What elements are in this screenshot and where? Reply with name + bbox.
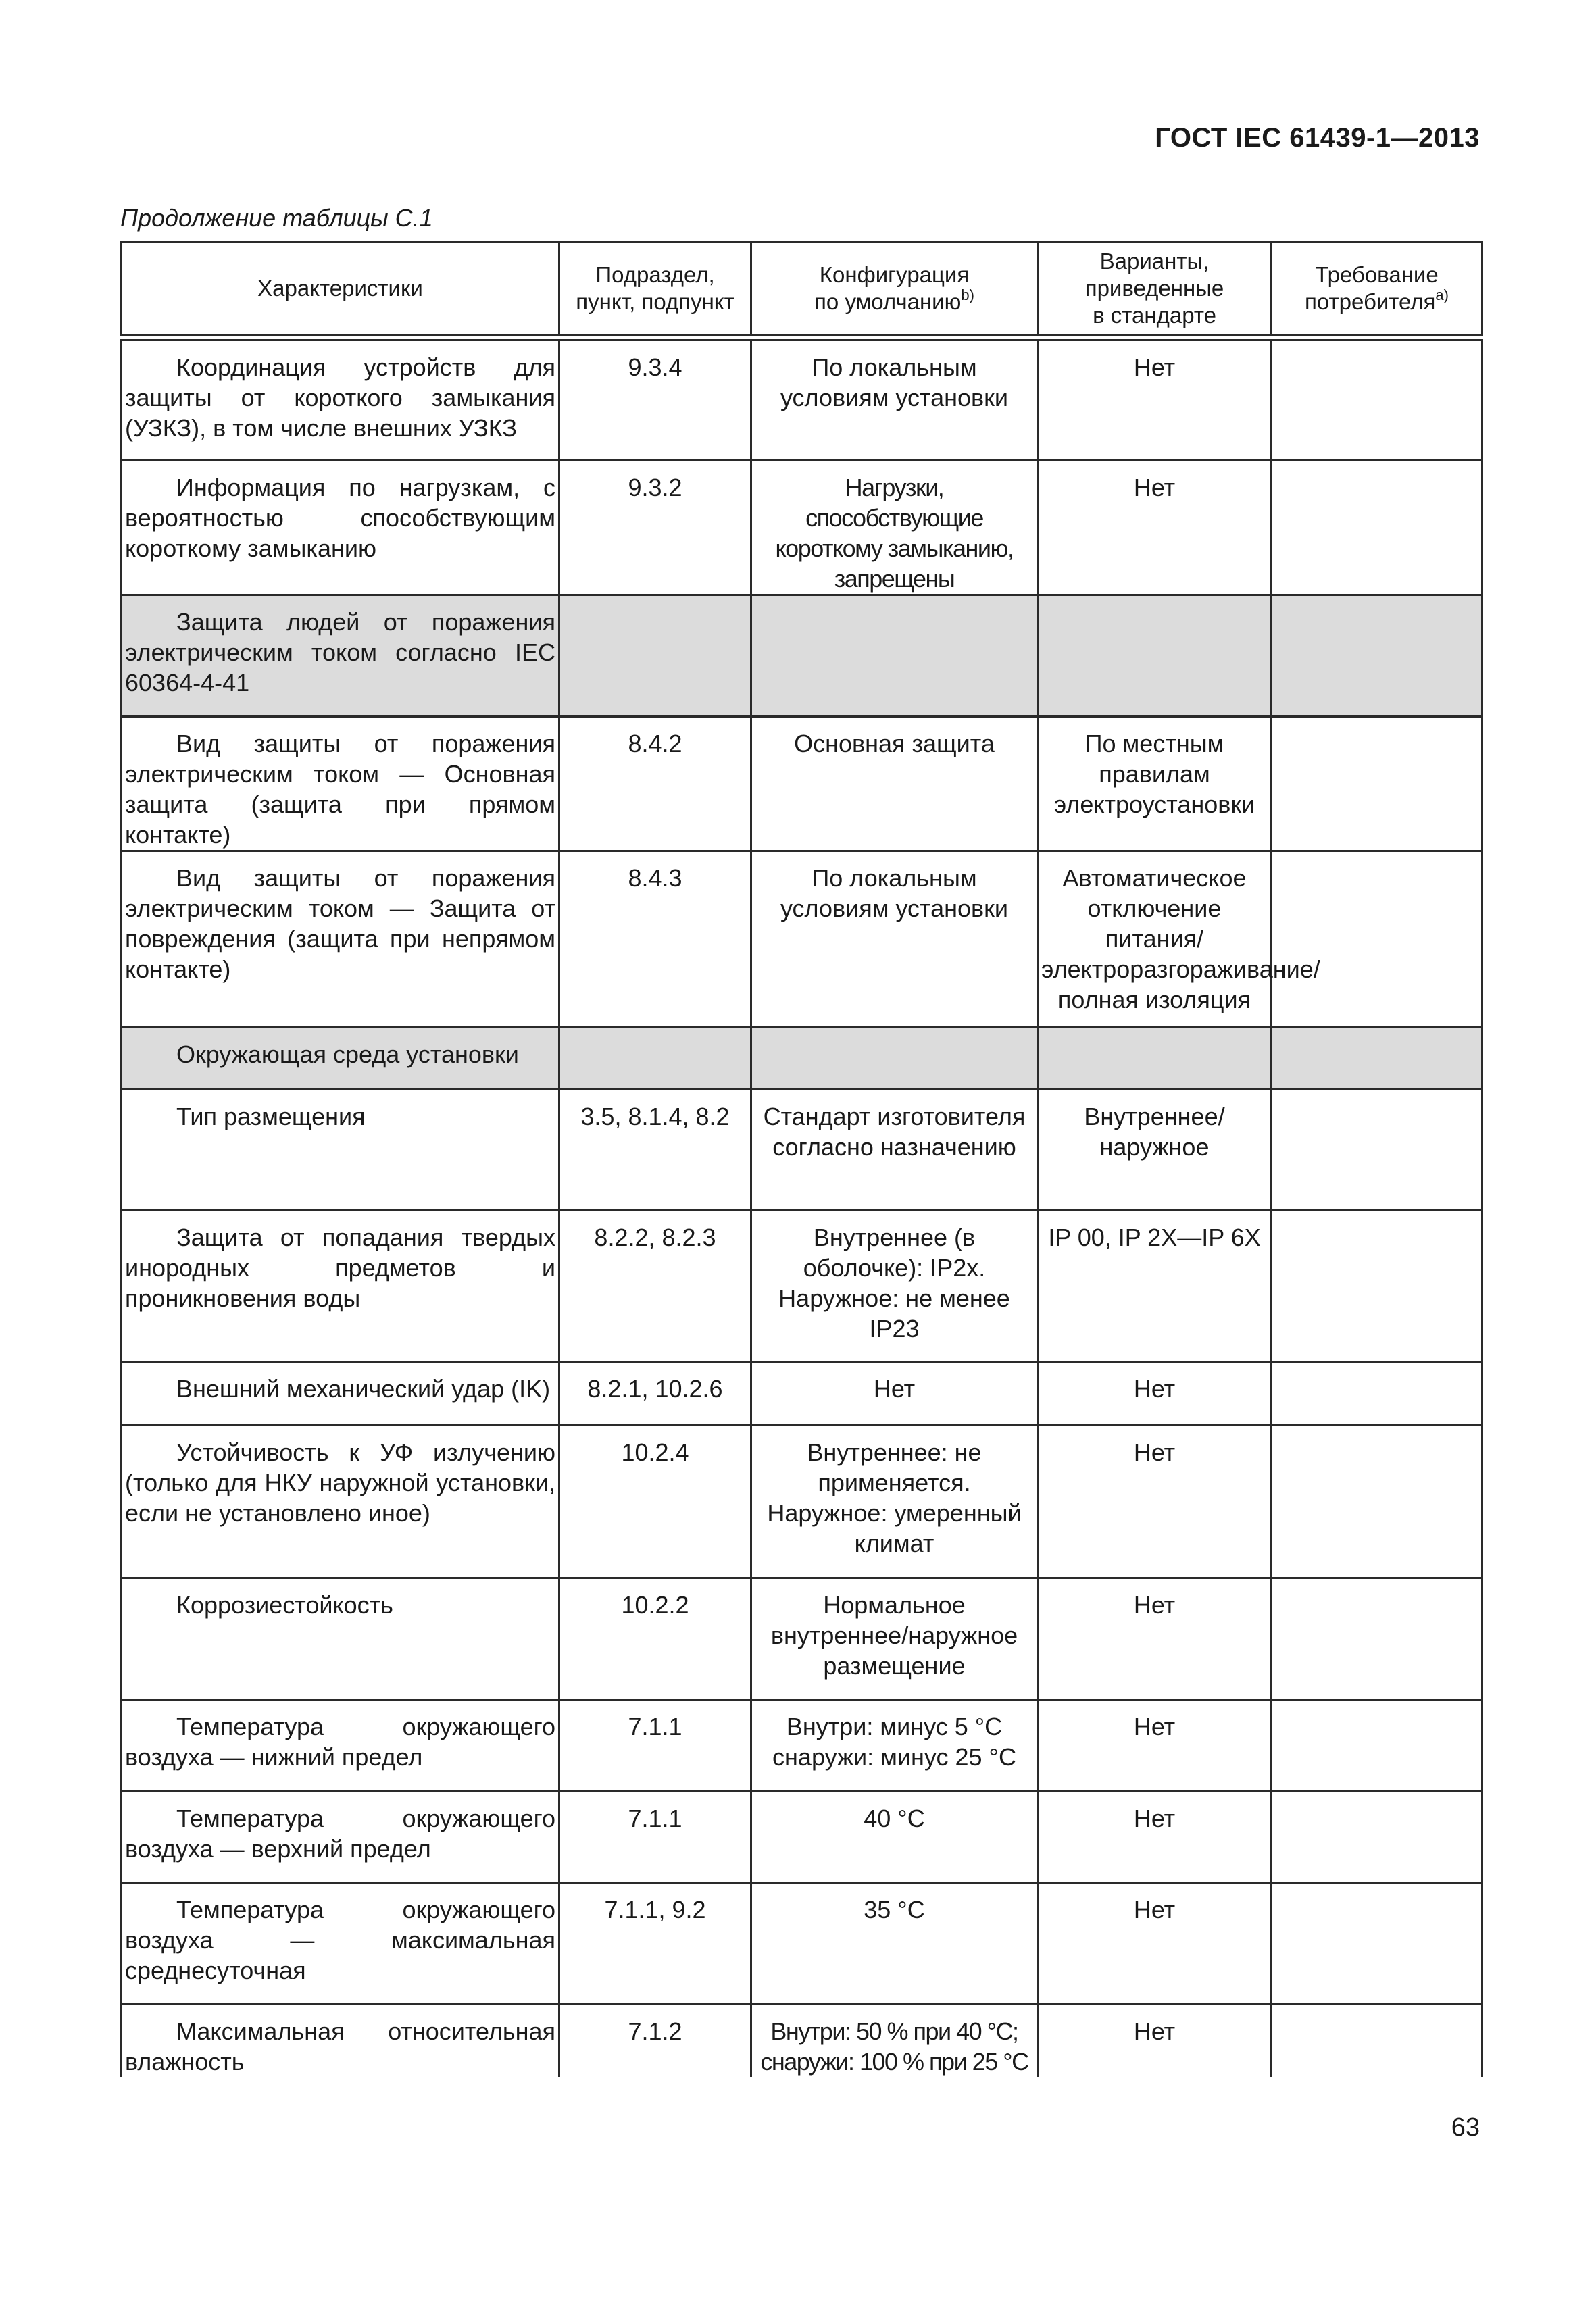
cell-default [751, 595, 1038, 716]
col-header-default: Конфигурация по умолчанию$^{b)}$ [751, 242, 1038, 338]
table-row [122, 716, 1482, 851]
cell-characteristic: Защита от попадания твердых инородных предметов и проникновения воды [125, 1223, 555, 1312]
section-row [122, 595, 1482, 716]
table-row [122, 1699, 1482, 1791]
cell-clause: 10.2.4 [559, 1425, 751, 1578]
section-row [122, 1027, 1482, 1089]
cell-default: Внутреннее: не применяется. Наружное: умеренный климат [751, 1425, 1038, 1578]
cell-characteristic: Температура окружающего воздуха — нижний предел [125, 1712, 555, 1771]
section-title: Защита людей от поражения электрическим током согласно IEC 60364-4-41 [125, 607, 555, 697]
cell-user-requirement [1272, 1210, 1482, 1361]
cell-clause: 7.1.1 [559, 1699, 751, 1791]
table-row [122, 1882, 1482, 2004]
cell-options: Нет [1038, 1699, 1272, 1791]
cell-clause: 7.1.1 [559, 1791, 751, 1882]
table-row [122, 2004, 1482, 2077]
col-header-characteristics: Характеристики [122, 242, 559, 338]
cell-default: Внутри: минус 5 °С снаружи: минус 25 °С [751, 1699, 1038, 1791]
cell-characteristic: Тип размещения [176, 1102, 366, 1130]
col-header-user-requirement: Требование потребителя$^{a)}$ [1272, 242, 1482, 338]
cell-options: Внутреннее/ наружное [1038, 1089, 1272, 1210]
cell-options: Автоматическое отключение питания/электроразгораживание/ полная изоляция [1038, 851, 1272, 1027]
cell-user-requirement [1272, 2004, 1482, 2077]
cell-options: Нет [1038, 460, 1272, 595]
table-row [122, 338, 1482, 460]
cell-characteristic: Вид защиты от поражения электрическим током — Защита от повреждения (защита при непрямом контакте) [125, 863, 555, 983]
cell-user-requirement [1272, 716, 1482, 851]
cell-options [1038, 1027, 1272, 1089]
cell-default: Внутри: 50 % при 40 °С; снаружи: 100 % при 25 °С [751, 2004, 1038, 2077]
cell-clause: 7.1.2 [559, 2004, 751, 2077]
cell-user-requirement [1272, 851, 1482, 1027]
col-header-clause: Подраздел, пункт, подпункт [559, 242, 751, 338]
cell-clause: 3.5, 8.1.4, 8.2 [559, 1089, 751, 1210]
table-row [122, 1210, 1482, 1361]
cell-default: Нормальное внутреннее/наружное размещение [751, 1578, 1038, 1699]
cell-default: Основная защита [751, 716, 1038, 851]
cell-options [1038, 595, 1272, 716]
cell-user-requirement [1272, 1578, 1482, 1699]
cell-options: Нет [1038, 2004, 1272, 2077]
table-row [122, 851, 1482, 1027]
cell-options: IP 00, IP 2X—IP 6X [1038, 1210, 1272, 1361]
cell-characteristic: Координация устройств для защиты от короткого замыкания (УЗКЗ), в том числе внешних УЗКЗ [125, 353, 555, 442]
col-header-options: Варианты, приведенные в стандарте [1038, 242, 1272, 338]
cell-user-requirement [1272, 1699, 1482, 1791]
section-title: Окружающая среда установки [176, 1040, 519, 1068]
cell-clause [559, 595, 751, 716]
cell-user-requirement [1272, 1089, 1482, 1210]
table-row [122, 1361, 1482, 1425]
cell-user-requirement [1272, 1425, 1482, 1578]
table-row [122, 1791, 1482, 1882]
cell-characteristic: Информация по нагрузкам, с вероятностью способствующим короткому замыканию [125, 473, 555, 562]
cell-default: По локальным условиям установки [751, 851, 1038, 1027]
table-row [122, 1578, 1482, 1699]
table-caption: Продолжение таблицы С.1 [120, 204, 433, 232]
cell-characteristic: Максимальная относительная влажность [125, 2017, 555, 2076]
cell-clause: 8.2.1, 10.2.6 [559, 1361, 751, 1425]
cell-clause: 10.2.2 [559, 1578, 751, 1699]
cell-characteristic: Вид защиты от поражения электрическим током — Основная защита (защита при прямом контакте) [125, 729, 555, 849]
cell-clause: 7.1.1, 9.2 [559, 1882, 751, 2004]
cell-options: Нет [1038, 1425, 1272, 1578]
cell-options: Нет [1038, 1882, 1272, 2004]
cell-characteristic: Внешний механический удар (IK) [176, 1374, 551, 1403]
cell-characteristic: Температура окружающего воздуха — максимальная среднесуточная [125, 1895, 555, 1984]
cell-options: Нет [1038, 1361, 1272, 1425]
cell-default: Внутреннее (в оболочке): IP2х. Наружное: не менее IP23 [751, 1210, 1038, 1361]
cell-default: Нагрузки, способствующие короткому замыканию, запрещены [751, 460, 1038, 595]
cell-default [751, 1027, 1038, 1089]
cell-clause: 8.2.2, 8.2.3 [559, 1210, 751, 1361]
cell-user-requirement [1272, 1361, 1482, 1425]
cell-default: Нет [751, 1361, 1038, 1425]
cell-options: Нет [1038, 1578, 1272, 1699]
cell-characteristic: Температура окружающего воздуха — верхний предел [125, 1804, 555, 1863]
table-row [122, 1089, 1482, 1210]
cell-user-requirement [1272, 1027, 1482, 1089]
cell-clause [559, 1027, 751, 1089]
cell-options: По местным правилам электроустановки [1038, 716, 1272, 851]
cell-clause: 9.3.4 [559, 338, 751, 460]
cell-user-requirement [1272, 1791, 1482, 1882]
cell-default: 40 °С [751, 1791, 1038, 1882]
cell-user-requirement [1272, 338, 1482, 460]
cell-user-requirement [1272, 460, 1482, 595]
table-row [122, 460, 1482, 595]
table-header-row [122, 242, 1482, 338]
spec-table [120, 241, 1483, 2077]
page-number: 63 [1451, 2113, 1480, 2142]
cell-characteristic: Устойчивость к УФ излучению (только для НКУ наружной установки, если не установлено иное) [125, 1438, 555, 1527]
table-row [122, 1425, 1482, 1578]
cell-clause: 8.4.2 [559, 716, 751, 851]
cell-characteristic: Коррозиестойкость [176, 1590, 393, 1619]
cell-clause: 8.4.3 [559, 851, 751, 1027]
cell-default: По локальным условиям установки [751, 338, 1038, 460]
cell-default: Стандарт изготовителя согласно назначению [751, 1089, 1038, 1210]
cell-user-requirement [1272, 595, 1482, 716]
cell-options: Нет [1038, 338, 1272, 460]
cell-options: Нет [1038, 1791, 1272, 1882]
cell-clause: 9.3.2 [559, 460, 751, 595]
cell-default: 35 °С [751, 1882, 1038, 2004]
cell-user-requirement [1272, 1882, 1482, 2004]
standard-code: ГОСТ IEC 61439-1—2013 [1155, 123, 1480, 153]
